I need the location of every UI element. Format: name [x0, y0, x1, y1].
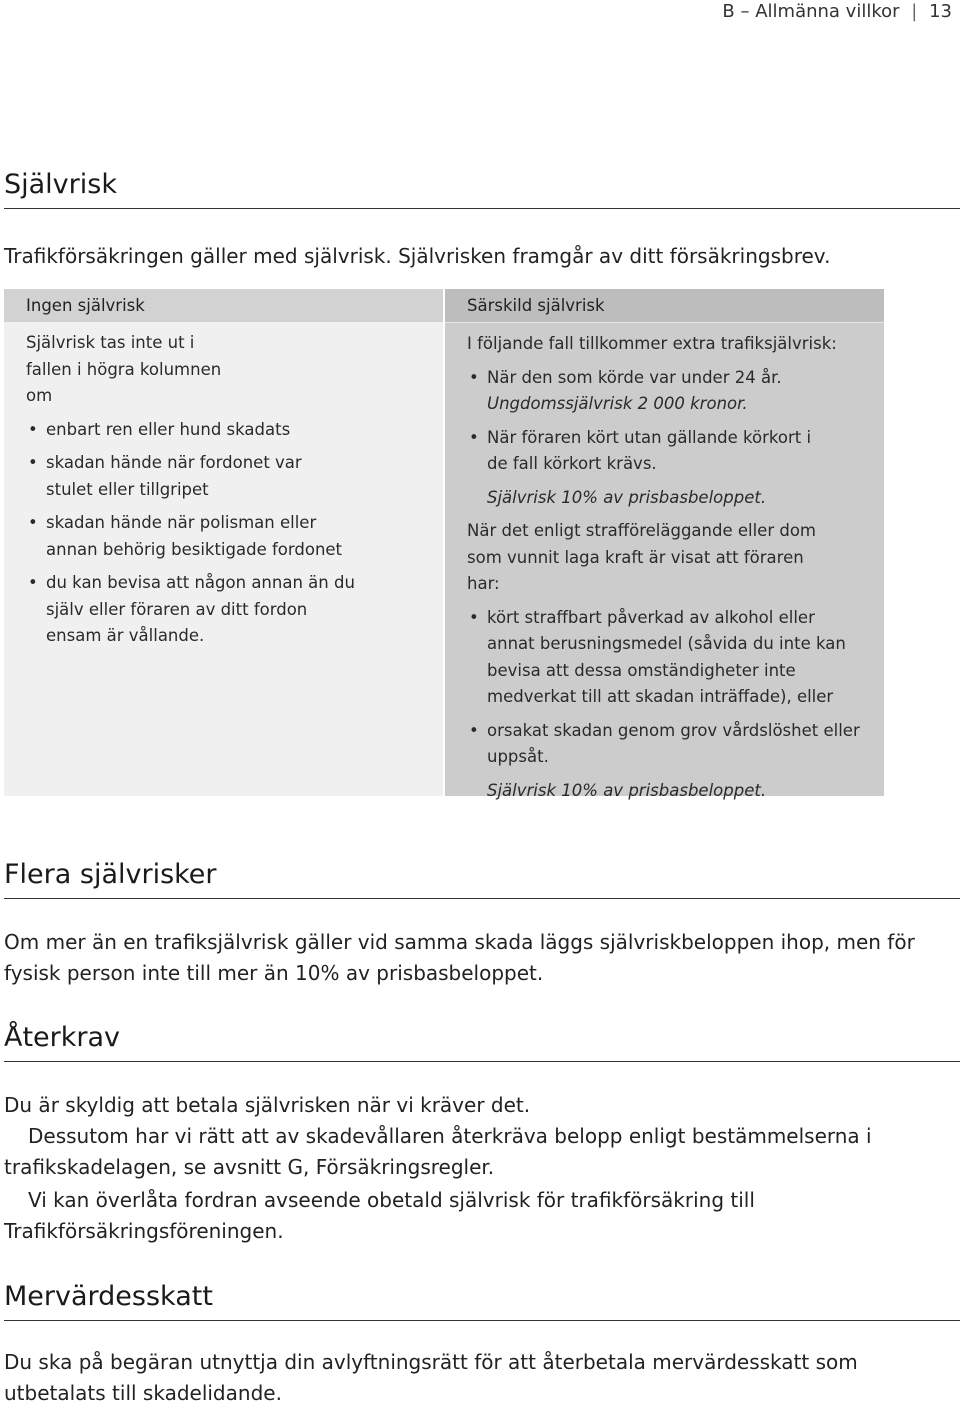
aterkrav-p3: Vi kan överlåta fordran avseende obetald självrisk för trafikförsäkring till Trafikförsäkringsföreningen. [4, 1188, 755, 1243]
flera-text: Om mer än en trafiksjälvrisk gäller vid samma skada läggs självriskbeloppen ihop, men för fysisk person inte till mer än 10% av prisbasbeloppet. [4, 930, 915, 985]
list-item: • enbart ren eller hund skadats [26, 417, 425, 444]
heading-flera-sjalvrisker: Flera självrisker [4, 858, 960, 899]
heading-sjalvrisk: Självrisk [4, 168, 960, 209]
ingen-list [26, 417, 425, 650]
sarskild-list-2 [467, 605, 866, 805]
aterkrav-p1: Du är skyldig att betala självrisken när vi kräver det. [4, 1093, 531, 1117]
separator: | [911, 1, 918, 22]
heading-aterkrav: Återkrav [4, 1021, 960, 1062]
mervardesskatt-text: Du ska på begäran utnyttja din avlyftningsrätt för att återbetala mervärdesskatt som utbetalats till skadelidande. [4, 1350, 858, 1405]
page-number: 13 [929, 1, 952, 22]
list-item: • När den som körde var under 24 år. [467, 365, 866, 392]
sjalvrisk-table [4, 289, 884, 800]
sarskild-intro-2: När det enligt strafföreläggande eller dom som vunnit laga kraft är visat att föraren har: [467, 521, 817, 593]
ingen-sjalvrisk-column [4, 289, 443, 796]
heading-mervardesskatt: Mervärdesskatt [4, 1280, 960, 1321]
ingen-intro: Självrisk tas inte ut i fallen i högra kolumnen om [26, 333, 222, 405]
document-title: Allmänna villkor [755, 1, 900, 22]
sjalvrisk-intro: Trafikförsäkringen gäller med självrisk. Självrisken framgår av ditt försäkringsbrev. [4, 244, 831, 268]
sjalvrisk-note: Självrisk 10% av prisbasbeloppet. [487, 487, 767, 507]
list-item: • skadan hände när fordonet var stulet eller tillgripet [26, 450, 346, 503]
aterkrav-p2: Dessutom har vi rätt att av skadevållaren återkräva belopp enligt bestämmelserna i trafikskadelagen, se avsnitt G, Försäkringsregler. [4, 1124, 872, 1179]
list-item: • När föraren kört utan gällande körkort i de fall körkort krävs. [467, 425, 832, 478]
sarskild-sjalvrisk-column [445, 289, 884, 800]
list-item: • skadan hände när polisman eller annan behörig besiktigade fordonet [26, 510, 366, 563]
sarskild-list [467, 365, 866, 512]
sarskild-sjalvrisk-title: Särskild självrisk [445, 289, 884, 323]
section-letter: B [722, 1, 735, 22]
dash: – [740, 1, 750, 22]
list-item: • orsakat skadan genom grov vårdslöshet eller uppsåt. [467, 718, 866, 771]
running-head [722, 0, 952, 24]
sarskild-intro: I följande fall tillkommer extra trafiksjälvrisk: [467, 334, 837, 353]
list-item: • du kan bevisa att någon annan än du själv eller föraren av ditt fordon ensam är vållande. [26, 570, 361, 650]
sjalvrisk-note: Självrisk 10% av prisbasbeloppet. [487, 780, 767, 800]
list-item: • kört straffbart påverkad av alkohol eller annat berusningsmedel (såvida du inte kan bevisa att dessa omständigheter inte medverkat till att skadan inträffade), eller [467, 605, 866, 711]
ungdomssjalvrisk-note: Ungdomssjälvrisk 2 000 kronor. [487, 394, 748, 413]
ingen-sjalvrisk-title: Ingen självrisk [4, 289, 443, 322]
